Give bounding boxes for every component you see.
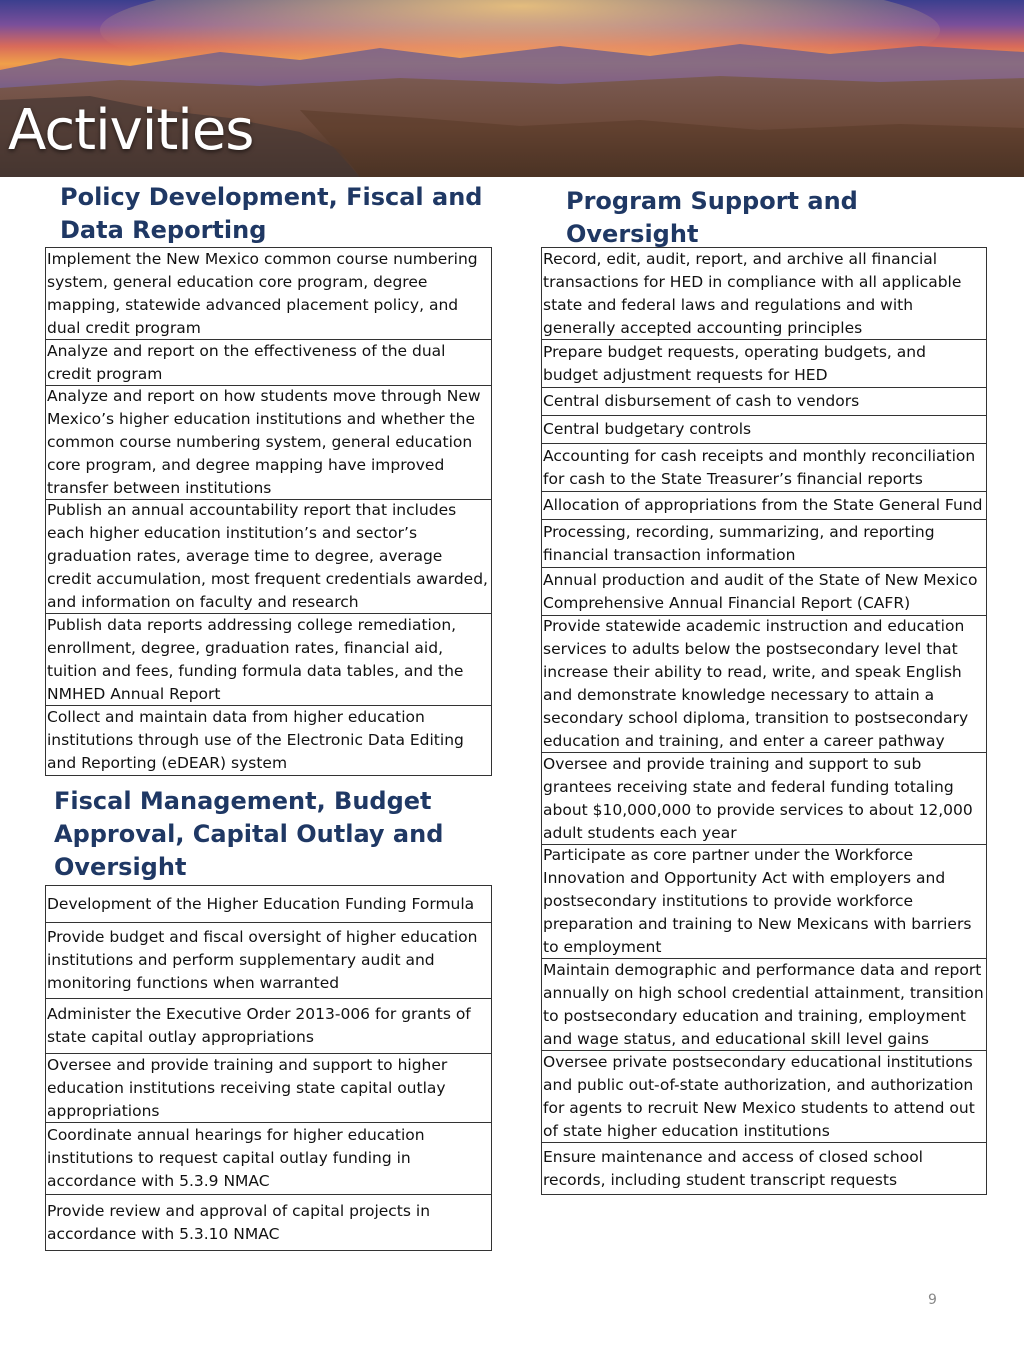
table-row: Processing, recording, summarizing, and reporting financial transaction information <box>542 520 986 568</box>
table-row: Implement the New Mexico common course numbering system, general education core program, degree mapping, statewide advanced placement policy, and dual credit program <box>46 248 491 340</box>
table-row: Provide review and approval of capital projects in accordance with 5.3.10 NMAC <box>47 1201 431 1243</box>
page-title: Activities <box>8 98 254 163</box>
table-row: Oversee and provide training and support to sub grantees receiving state and federal funding totaling about $10,000,000 to provide services to about 12,000 adult students each year <box>542 753 986 845</box>
section-title-policy: Policy Development, Fiscal and Data Reporting <box>60 183 483 244</box>
table-row: Central disbursement of cash to vendors <box>542 388 986 416</box>
table-row: Central budgetary controls <box>542 416 986 444</box>
table-row: Record, edit, audit, report, and archive all financial transactions for HED in compliance with all applicable state and federal laws and regulations and with generally accepted accounting principles <box>542 248 986 340</box>
table-row: Oversee and provide training and support to higher education institutions receiving state capital outlay appropriations <box>46 1054 491 1123</box>
table-row: Accounting for cash receipts and monthly reconciliation for cash to the State Treasurer’s financial reports <box>542 444 986 492</box>
header-banner <box>0 0 1024 177</box>
table-row: Oversee private postsecondary educational institutions and public out-of-state authorization, and authorization for agents to recruit New Mexico students to attend out of state higher education institutions <box>542 1051 986 1143</box>
section-title-fiscal: Fiscal Management, Budget Approval, Capital Outlay and Oversight <box>54 787 444 881</box>
table-row: Allocation of appropriations from the State General Fund <box>542 492 986 520</box>
table-row: Coordinate annual hearings for higher education institutions to request capital outlay funding in accordance with 5.3.9 NMAC <box>46 1123 491 1195</box>
table-row: Development of the Higher Education Funding Formula <box>46 886 491 923</box>
policy-table <box>45 247 492 776</box>
table-row: Administer the Executive Order 2013-006 for grants of state capital outlay appropriations <box>46 999 491 1054</box>
table-row: Provide statewide academic instruction and education services to adults below the postsecondary level that increase their ability to read, write, and speak English and demonstrate knowledge necessary to attain a secondary school diploma, transition to postsecondary education and training, and enter a career pathway <box>542 616 986 753</box>
program-table <box>541 247 987 1195</box>
table-row: Collect and maintain data from higher education institutions through use of the Electronic Data Editing and Reporting (eDEAR) system <box>47 708 464 772</box>
table-row: Provide budget and fiscal oversight of higher education institutions and perform supplementary audit and monitoring functions when warranted <box>46 923 491 999</box>
fiscal-table <box>45 885 492 1251</box>
table-row: Participate as core partner under the Workforce Innovation and Opportunity Act with employers and postsecondary institutions to provide workforce preparation and training to New Mexicans with barriers to employment <box>542 845 986 959</box>
section-title-program: Program Support and Oversight <box>566 187 858 248</box>
table-row: Publish an annual accountability report that includes each higher education institution’s and sector’s graduation rates, average time to degree, average credit accumulation, most frequent credentials awarded, and information on faculty and research <box>46 500 491 614</box>
table-row: Ensure maintenance and access of closed school records, including student transcript requests <box>543 1147 923 1189</box>
table-row: Prepare budget requests, operating budgets, and budget adjustment requests for HED <box>542 340 986 388</box>
table-row: Analyze and report on the effectiveness of the dual credit program <box>46 340 491 386</box>
table-row: Annual production and audit of the State of New Mexico Comprehensive Annual Financial Report (CAFR) <box>542 568 986 616</box>
table-row: Analyze and report on how students move through New Mexico’s higher education institutions and whether the common course numbering system, general education core program, and degree mapping have improved transfer between institutions <box>46 386 491 500</box>
table-row: Maintain demographic and performance data and report annually on high school credential attainment, transition to postsecondary education and training, employment and wage status, and educational skill level gains <box>542 959 986 1051</box>
page-number: 9 <box>928 1292 937 1308</box>
table-row: Publish data reports addressing college remediation, enrollment, degree, graduation rates, financial aid, tuition and fees, funding formula data tables, and the NMHED Annual Report <box>46 614 491 706</box>
